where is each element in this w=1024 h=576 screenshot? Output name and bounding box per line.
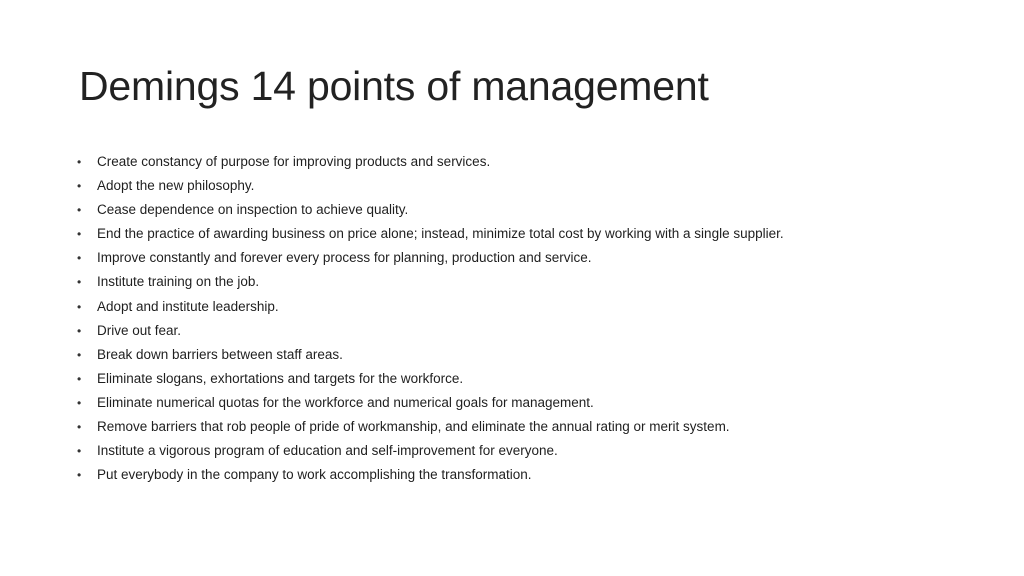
list-item (77, 295, 977, 319)
list-item (77, 150, 977, 174)
bullet-text: Adopt the new philosophy. (97, 178, 255, 194)
bullet-text: Cease dependence on inspection to achieve quality. (97, 202, 409, 218)
bullet-text: Adopt and institute leadership. (97, 298, 279, 314)
bullet-icon: • (77, 420, 82, 435)
bullet-list (77, 150, 977, 487)
list-item (77, 246, 977, 270)
bullet-text: Institute a vigorous program of education and self-improvement for everyone. (97, 443, 558, 459)
bullet-text: Eliminate numerical quotas for the workforce and numerical goals for management. (97, 394, 594, 410)
bullet-text: Eliminate slogans, exhortations and targets for the workforce. (97, 370, 464, 386)
list-item (77, 174, 977, 198)
bullet-icon: • (77, 299, 82, 314)
list-item (77, 391, 977, 415)
list-item (77, 270, 977, 294)
bullet-text: Remove barriers that rob people of pride of workmanship, and eliminate the annual rating or merit system. (97, 419, 730, 435)
list-item (77, 415, 977, 439)
bullet-text: Break down barriers between staff areas. (97, 346, 343, 362)
list-item (77, 343, 977, 367)
slide-title: Demings 14 points of management (79, 63, 709, 109)
bullet-icon: • (77, 275, 82, 290)
bullet-icon: • (77, 179, 82, 194)
bullet-text: Institute training on the job. (97, 274, 260, 290)
bullet-icon: • (77, 444, 82, 459)
bullet-icon: • (77, 227, 82, 242)
list-item (77, 222, 977, 246)
bullet-text: Improve constantly and forever every process for planning, production and service. (97, 250, 592, 266)
bullet-text: Create constancy of purpose for improving products and services. (97, 154, 491, 169)
bullet-icon: • (77, 468, 82, 483)
list-item (77, 198, 977, 222)
bullet-icon: • (77, 155, 82, 169)
list-item (77, 439, 977, 463)
bullet-text: Put everybody in the company to work accomplishing the transformation. (97, 467, 532, 483)
bullet-icon: • (77, 395, 82, 410)
bullet-text: End the practice of awarding business on price alone; instead, minimize total cost by working with a single supplier. (97, 226, 784, 242)
bullet-text: Drive out fear. (97, 322, 182, 338)
list-item (77, 367, 977, 391)
list-item (77, 319, 977, 343)
bullet-icon: • (77, 371, 82, 386)
bullet-icon: • (77, 323, 82, 338)
bullet-icon: • (77, 203, 82, 218)
bullet-icon: • (77, 347, 82, 362)
bullet-icon: • (77, 251, 82, 266)
list-item (77, 463, 977, 487)
